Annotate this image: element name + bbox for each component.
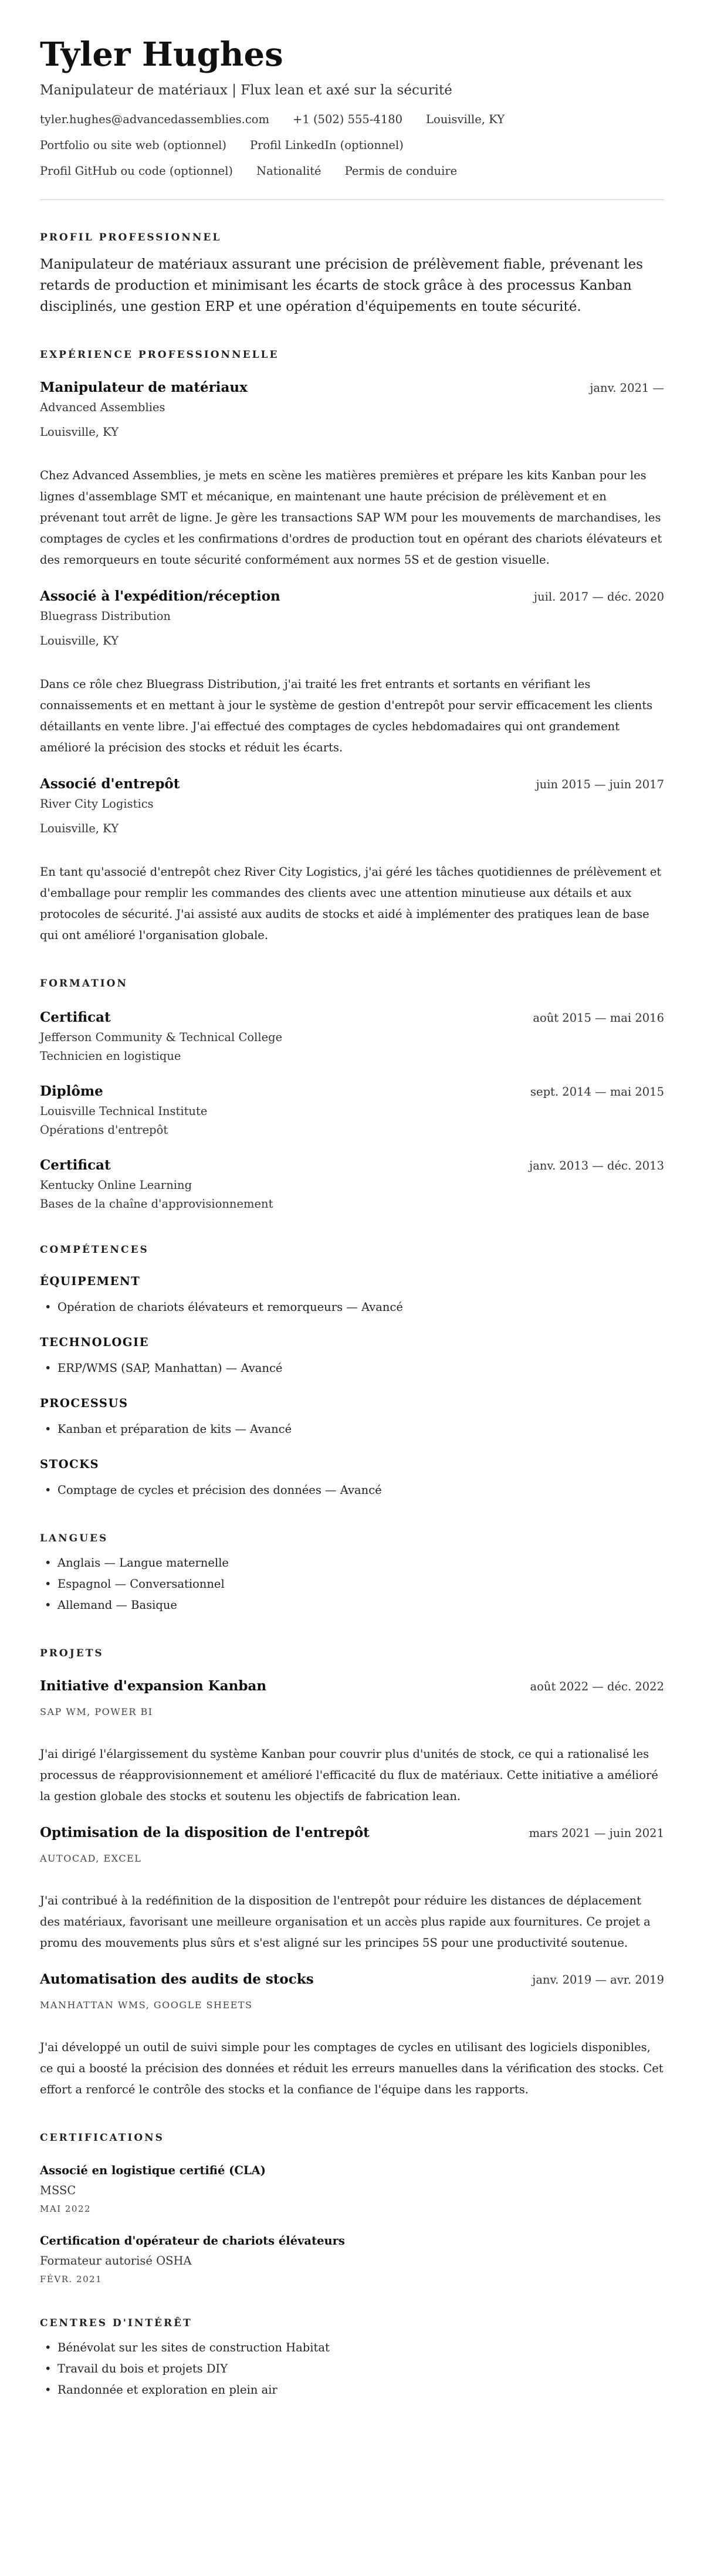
skill-category: TECHNOLOGIE — [40, 1336, 149, 1349]
degree-dates: août 2015 — mai 2016 — [533, 1011, 664, 1025]
section-title-skills: COMPÉTENCES — [40, 1244, 149, 1256]
project-tech: AUTOCAD, EXCEL — [40, 1853, 142, 1864]
project-description: J'ai contribué à la redéfinition de la disposition de l'entrepôt pour réduire les distances de déplacement des matériaux, favorisant une meilleure organisation et un accès plus rapide aux fournitures. Ce projet a promu des mouvements plus sûrs et s'est aligné sur les principes 5S pour une productivité soutenue. — [40, 1894, 651, 1950]
education-section — [40, 977, 664, 1212]
education-entry — [40, 1008, 664, 1065]
resume-header — [40, 35, 664, 200]
degree-field: Technicien en logistique — [40, 1049, 181, 1063]
certification-entry — [40, 2163, 664, 2215]
github-link[interactable]: Profil GitHub ou code (optionnel) — [40, 164, 233, 178]
job-company: Bluegrass Distribution — [40, 609, 171, 623]
degree-dates: janv. 2013 — déc. 2013 — [529, 1159, 664, 1172]
projects-section — [40, 1646, 664, 2100]
project-entry — [40, 1677, 664, 1807]
degree-dates: sept. 2014 — mai 2015 — [530, 1085, 664, 1099]
certifications-section — [40, 2131, 664, 2286]
languages-section — [40, 1531, 664, 1616]
school-name: Jefferson Community & Technical College — [40, 1031, 283, 1044]
skill-list — [40, 1297, 664, 1318]
experience-entry — [40, 378, 664, 571]
contact-email[interactable]: tyler.hughes@advancedassemblies.com — [40, 113, 269, 126]
experience-entry — [40, 587, 664, 758]
certification-issuer: Formateur autorisé OSHA — [40, 2254, 192, 2267]
job-description: Chez Advanced Assemblies, je mets en scène les matières premières et prépare les kits Kanban pour les lignes d'assemblage SMT et mécanique, en maintenant une haute précision de prélèvement et en prévenant tout arrêt de ligne. Je gère les transactions SAP WM pour les mouvements de marchandises, les comptages de cycles et les confirmations d'ordres de production tout en opérant des chariots élévateurs et des remorqueurs en toute sécurité conformément aux normes 5S et de gestion visuelle. — [40, 469, 662, 567]
job-location: Louisville, KY — [40, 425, 119, 439]
job-title: Associé à l'expédition/réception — [40, 588, 280, 604]
project-dates: août 2022 — déc. 2022 — [530, 1680, 664, 1693]
section-title-interests: CENTRES D'INTÉRÊT — [40, 2317, 192, 2329]
degree-field: Bases de la chaîne d'approvisionnement — [40, 1197, 273, 1211]
profile-summary: Manipulateur de matériaux assurant une précision de prélèvement fiable, prévenant les retards de production et minimisant les écarts de stock grâce à des processus Kanban disciplinés, une gestion ERP et une opération d'équipements en toute sécurité. — [40, 257, 643, 314]
contact-phone[interactable]: +1 (502) 555-4180 — [293, 113, 403, 126]
skill-category: PROCESSUS — [40, 1397, 128, 1410]
experience-section — [40, 348, 664, 946]
project-tech: SAP WM, POWER BI — [40, 1706, 153, 1717]
interest-list — [40, 2337, 664, 2401]
nationality-field: Nationalité — [256, 164, 321, 178]
job-company: Advanced Assemblies — [40, 401, 165, 414]
job-description: Dans ce rôle chez Bluegrass Distribution, j'ai traité les fret entrants et sortants en vérifiant les connaissements et en mettant à jour le système de gestion d'entrepôt pour servir efficacement les clients détaillants en vente libre. J'ai effectué des comptages de cycles hebdomadaires qui ont grandement amélioré la précision des stocks et réduit les écarts. — [40, 677, 653, 754]
section-title-certifications: CERTIFICATIONS — [40, 2132, 164, 2144]
job-dates: juil. 2017 — déc. 2020 — [534, 590, 664, 604]
skill-item: • Opération de chariots élévateurs et remorqueurs — Avancé — [40, 1297, 664, 1318]
degree-title: Diplôme — [40, 1083, 103, 1099]
project-tech: MANHATTAN WMS, GOOGLE SHEETS — [40, 1999, 253, 2011]
project-title: Optimisation de la disposition de l'entrepôt — [40, 1825, 370, 1841]
section-title-experience: EXPÉRIENCE PROFESSIONNELLE — [40, 349, 279, 361]
section-title-education: FORMATION — [40, 978, 128, 989]
interest-item: • Randonnée et exploration en plein air — [40, 2380, 664, 2401]
contact-location: Louisville, KY — [426, 113, 505, 126]
project-title: Initiative d'expansion Kanban — [40, 1678, 267, 1694]
education-entry — [40, 1156, 664, 1212]
certification-issuer: MSSC — [40, 2184, 76, 2197]
skills-section — [40, 1243, 664, 1501]
language-list — [40, 1553, 664, 1616]
project-title: Automatisation des audits de stocks — [40, 1971, 314, 1987]
project-dates: janv. 2019 — avr. 2019 — [532, 1973, 664, 1987]
skill-list — [40, 1480, 664, 1501]
school-name: Kentucky Online Learning — [40, 1178, 192, 1192]
license-field: Permis de conduire — [344, 164, 458, 178]
contact-row-primary — [40, 111, 664, 128]
project-entry — [40, 1970, 664, 2100]
language-item: • Allemand — Basique — [40, 1595, 664, 1616]
school-name: Louisville Technical Institute — [40, 1104, 208, 1118]
experience-entry — [40, 775, 664, 946]
header-divider — [40, 199, 664, 200]
section-title-profile: PROFIL PROFESSIONNEL — [40, 232, 222, 243]
profile-section — [40, 231, 664, 317]
skill-category: STOCKS — [40, 1458, 100, 1471]
degree-title: Certificat — [40, 1009, 111, 1025]
certification-date: FÉVR. 2021 — [40, 2274, 103, 2284]
certification-entry — [40, 2233, 664, 2286]
portfolio-link[interactable]: Portfolio ou site web (optionnel) — [40, 138, 226, 152]
education-entry — [40, 1082, 664, 1138]
certification-name: Associé en logistique certifié (CLA) — [40, 2164, 266, 2177]
skill-list — [40, 1358, 664, 1379]
project-description: J'ai dirigé l'élargissement du système Kanban pour couvrir plus d'unités de stock, ce qui a rationalisé les processus de réapprovisionnement et amélioré l'efficacité du flux de matériaux. Cette initiative a amélioré la gestion globale des stocks et soutenu les objectifs de fabrication lean. — [40, 1747, 658, 1803]
certification-date: MAI 2022 — [40, 2204, 92, 2214]
candidate-tagline: Manipulateur de matériaux | Flux lean et axé sur la sécurité — [40, 83, 452, 98]
skill-item: • Comptage de cycles et précision des données — Avancé — [40, 1480, 664, 1501]
job-location: Louisville, KY — [40, 634, 119, 648]
section-title-projects: PROJETS — [40, 1648, 104, 1659]
candidate-name: Tyler Hughes — [40, 35, 283, 74]
certification-name: Certification d'opérateur de chariots élévateurs — [40, 2234, 345, 2248]
language-item: • Espagnol — Conversationnel — [40, 1574, 664, 1595]
job-title: Manipulateur de matériaux — [40, 379, 248, 395]
interest-item: • Bénévolat sur les sites de construction Habitat — [40, 2337, 664, 2358]
job-dates: juin 2015 — juin 2017 — [536, 778, 664, 791]
project-dates: mars 2021 — juin 2021 — [529, 1826, 664, 1840]
job-location: Louisville, KY — [40, 822, 119, 835]
job-dates: janv. 2021 — — [590, 381, 664, 395]
degree-field: Opérations d'entrepôt — [40, 1123, 168, 1137]
skill-category: ÉQUIPEMENT — [40, 1275, 141, 1288]
job-description: En tant qu'associé d'entrepôt chez River City Logistics, j'ai géré les tâches quotidiennes de prélèvement et d'emballage pour remplir les commandes des clients avec une attention minutieuse aux détails et aux protocoles de sécurité. J'ai assisté aux audits de stocks et aidé à implémenter des pratiques lean de base qui ont amélioré l'organisation globale. — [40, 865, 662, 942]
job-company: River City Logistics — [40, 797, 154, 811]
project-description: J'ai développé un outil de suivi simple pour les comptages de cycles en utilisant des logiciels disponibles, ce qui a boosté la précision des données et réduit les erreurs manuelles dans la vérification des stocks. Cet effort a renforcé le contrôle des stocks et la confiance de l'équipe dans les rapports. — [40, 2041, 664, 2096]
contact-row-links — [40, 137, 664, 154]
project-entry — [40, 1823, 664, 1954]
section-title-languages: LANGUES — [40, 1533, 109, 1544]
skill-item: • Kanban et préparation de kits — Avancé — [40, 1419, 664, 1440]
linkedin-link[interactable]: Profil LinkedIn (optionnel) — [249, 138, 404, 152]
language-item: • Anglais — Langue maternelle — [40, 1553, 664, 1574]
degree-title: Certificat — [40, 1157, 111, 1173]
contact-row-extra — [40, 163, 664, 179]
interest-item: • Travail du bois et projets DIY — [40, 2358, 664, 2380]
skill-item: • ERP/WMS (SAP, Manhattan) — Avancé — [40, 1358, 664, 1379]
interests-section — [40, 2316, 664, 2401]
job-title: Associé d'entrepôt — [40, 776, 180, 792]
skill-list — [40, 1419, 664, 1440]
